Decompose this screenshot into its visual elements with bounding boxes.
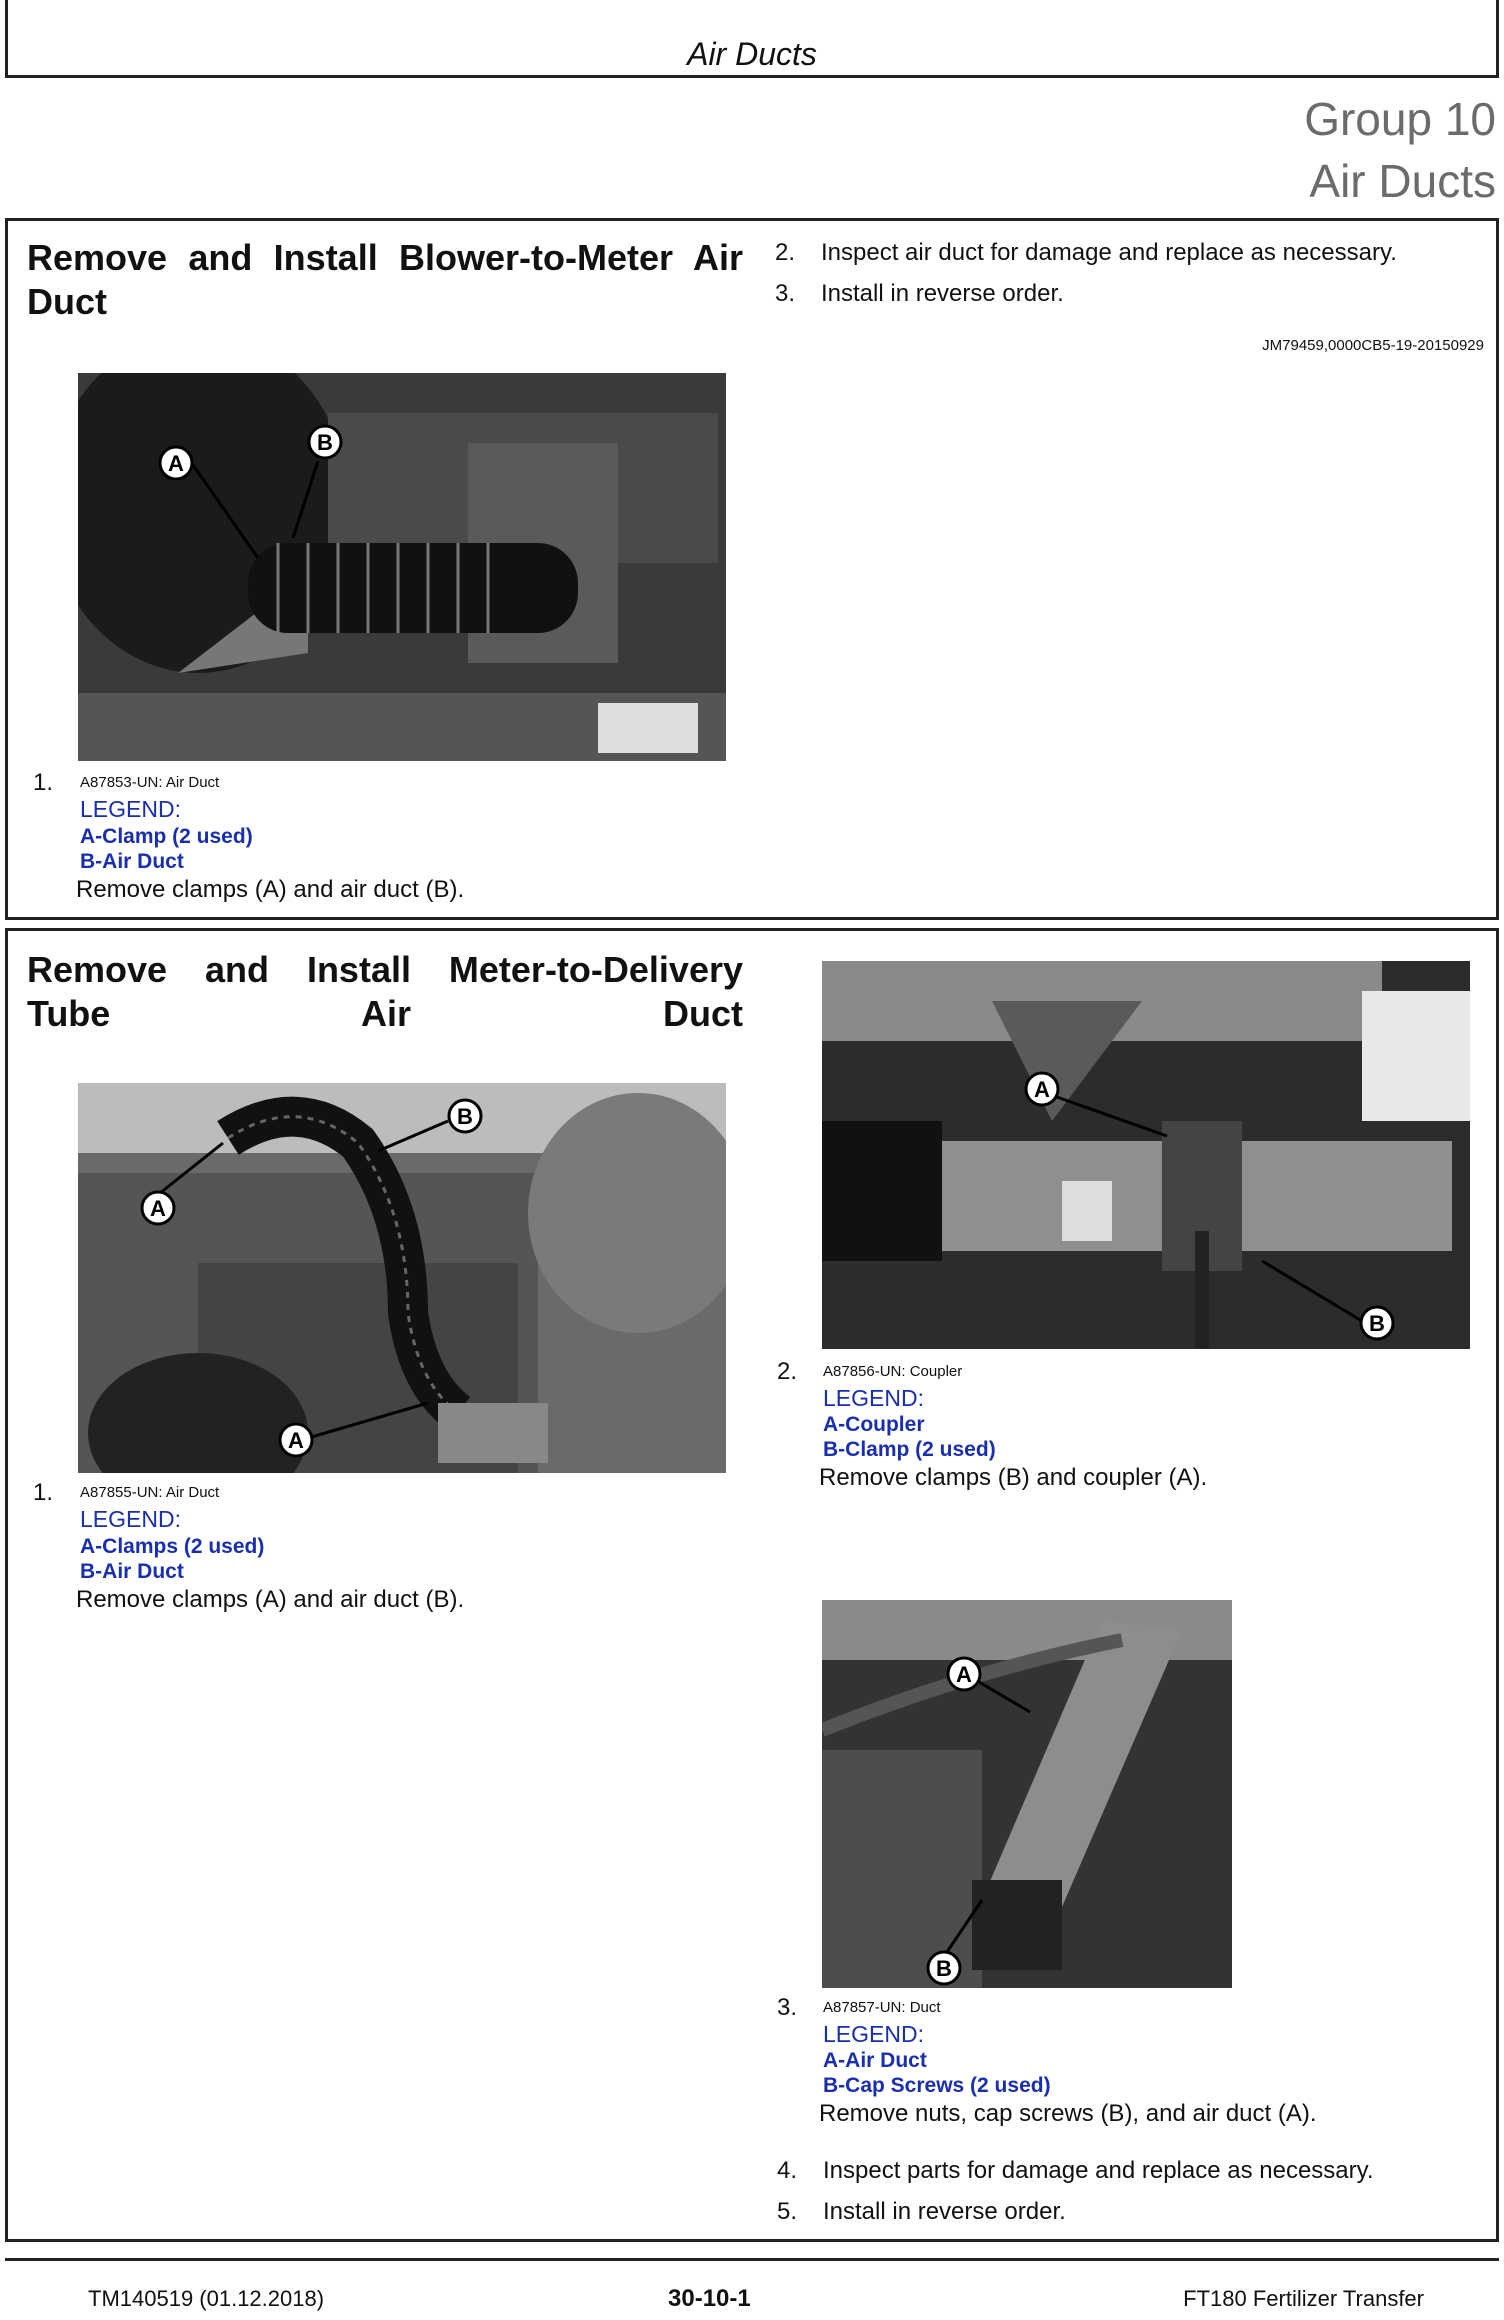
callout-b-label: B xyxy=(1369,1311,1385,1336)
s2-step1-legend-item-a: A-Clamps (2 used) xyxy=(80,1535,265,1558)
s2-step5 xyxy=(777,2197,1066,2227)
photo-air-duct-a87853 xyxy=(78,373,726,761)
s1-step2-num: 2. xyxy=(775,239,796,266)
s2-step1-legend-heading: LEGEND: xyxy=(80,1506,181,1532)
callout-a-label: A xyxy=(956,1662,972,1687)
callout-a2-label: A xyxy=(288,1428,304,1453)
group-number: Group 10 xyxy=(1304,93,1496,145)
footer-page-number: 30-10-1 xyxy=(668,2285,751,2312)
s1-step3 xyxy=(775,279,1064,309)
s1-legend-item-a: A-Clamp (2 used) xyxy=(80,825,253,848)
header-box xyxy=(5,0,1499,78)
s2-step3-legend-heading: LEGEND: xyxy=(823,2021,924,2047)
callout-b-label: B xyxy=(936,1956,952,1981)
s1-legend-item-b: B-Air Duct xyxy=(80,850,184,873)
s2-step2-text: Remove clamps (B) and coupler (A). xyxy=(819,1464,1208,1491)
s2-step2-legend-item-a: A-Coupler xyxy=(823,1413,925,1436)
s1-step3-text: Install in reverse order. xyxy=(821,280,1064,307)
s2-step5-num: 5. xyxy=(777,2198,798,2225)
s2-step2-caption: A87856-UN: Coupler xyxy=(823,1363,963,1380)
callout-a-label: A xyxy=(1034,1077,1050,1102)
s1-step1-num: 1. xyxy=(33,769,54,796)
header-title: Air Ducts xyxy=(687,36,817,72)
photo-coupler-a87856 xyxy=(822,961,1470,1349)
s1-reference-code: JM79459,0000CB5-19-20150929 xyxy=(1262,337,1484,354)
s2-step2-legend-heading: LEGEND: xyxy=(823,1385,924,1411)
s1-step3-num: 3. xyxy=(775,280,796,307)
s2-step2-legend-item-b: B-Clamp (2 used) xyxy=(823,1438,996,1461)
s2-step3-text: Remove nuts, cap screws (B), and air duct (A). xyxy=(819,2100,1317,2127)
s1-step1-caption: A87853-UN: Air Duct xyxy=(80,774,220,791)
callout-b-label: B xyxy=(457,1104,473,1129)
group-title: Air Ducts xyxy=(1309,155,1496,207)
s2-step1-num: 1. xyxy=(33,1479,54,1506)
s2-step5-text: Install in reverse order. xyxy=(823,2198,1066,2225)
callout-a-label: A xyxy=(168,451,184,476)
s2-step4 xyxy=(777,2156,1374,2186)
footer-manual-title: FT180 Fertilizer Transfer xyxy=(1183,2286,1424,2311)
s2-step4-num: 4. xyxy=(777,2157,798,2184)
s2-step1-text: Remove clamps (A) and air duct (B). xyxy=(76,1586,465,1613)
s2-step1-caption: A87855-UN: Air Duct xyxy=(80,1484,220,1501)
photo-duct-a87857 xyxy=(822,1600,1232,1988)
callout-a1-label: A xyxy=(150,1196,166,1221)
s1-legend-heading: LEGEND: xyxy=(80,796,181,822)
s2-step3-legend-item-a: A-Air Duct xyxy=(823,2049,927,2072)
s2-step4-text: Inspect parts for damage and replace as necessary. xyxy=(823,2157,1374,2184)
footer-document-id: TM140519 (01.12.2018) xyxy=(88,2286,325,2311)
section1-title: Remove and Install Blower-to-Meter Air Duct xyxy=(27,237,743,322)
s1-step1-text: Remove clamps (A) and air duct (B). xyxy=(76,876,465,903)
footer-rule xyxy=(5,2258,1499,2261)
s2-step3-legend-item-b: B-Cap Screws (2 used) xyxy=(823,2074,1051,2097)
s1-step2 xyxy=(775,238,1397,268)
s2-step3-num: 3. xyxy=(777,1994,798,2021)
s1-step2-text: Inspect air duct for damage and replace as necessary. xyxy=(821,239,1397,266)
photo-air-duct-a87855 xyxy=(78,1083,726,1473)
s2-step2-num: 2. xyxy=(777,1358,798,1385)
s2-step1-legend-item-b: B-Air Duct xyxy=(80,1560,184,1583)
section2-title: Remove and Install Meter-to-Delivery Tube Air Duct xyxy=(27,949,743,1034)
callout-b-label: B xyxy=(317,430,333,455)
s2-step3-caption: A87857-UN: Duct xyxy=(823,1999,941,2016)
